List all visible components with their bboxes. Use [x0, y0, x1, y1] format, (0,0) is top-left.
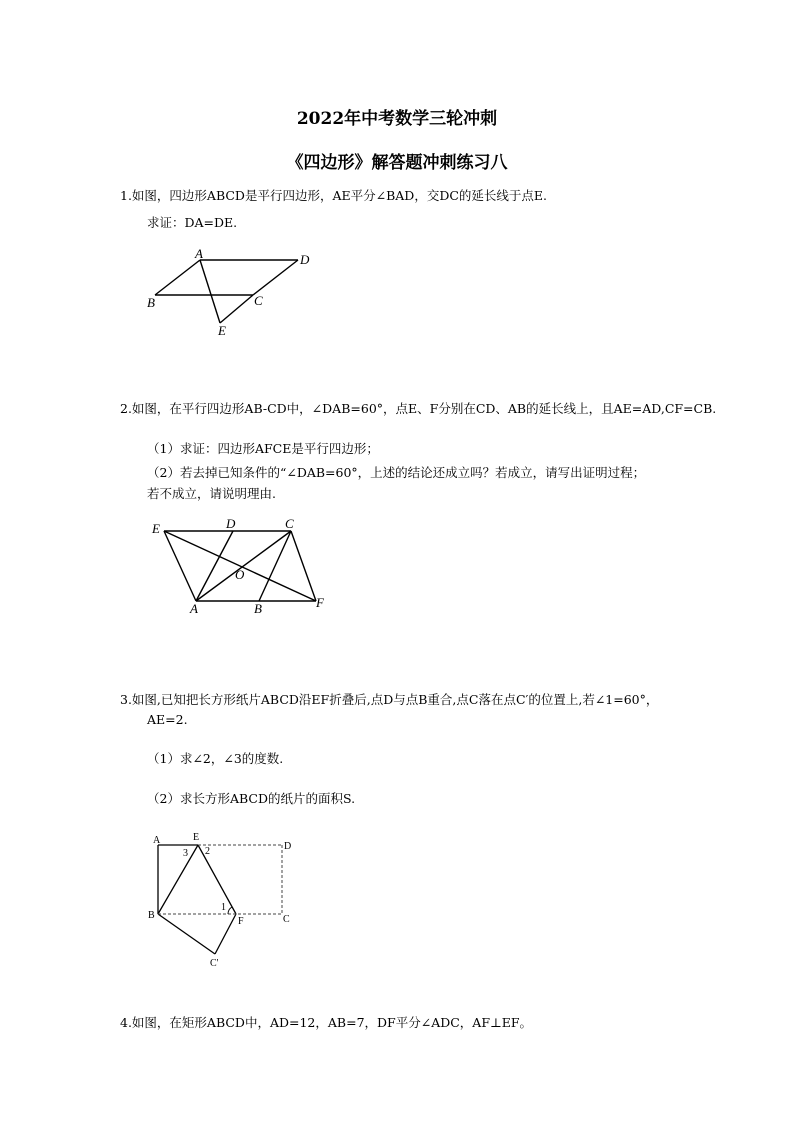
q3-part2: （2）求长方形ABCD的纸片的面积S. [147, 791, 356, 806]
q1-label-A: A [195, 246, 203, 261]
q3-label-C-prime: C' [210, 958, 219, 969]
q2-label-A: A [190, 601, 198, 616]
q2-part1: （1）求证：四边形AFCE是平行四边形； [147, 441, 379, 456]
q2-label-O: O [235, 567, 245, 582]
q1-statement: 1.如图，四边形ABCD是平行四边形，AE平分∠BAD，交DC的延长线于点E. [120, 188, 548, 203]
q1-label-E: E [218, 323, 226, 338]
q1-prove: 求证：DA=DE. [147, 215, 238, 230]
q2-part2-continued: 若不成立，请说明理由. [147, 486, 276, 501]
q2-label-F: F [316, 595, 324, 610]
q3-part1: （1）求∠2，∠3的度数. [147, 751, 284, 766]
q2-label-C: C [285, 516, 294, 531]
q2-parallelogram-figure [148, 514, 338, 618]
q3-label-C: C [283, 914, 290, 925]
q3-label-F: F [238, 916, 244, 927]
q1-label-B: B [147, 295, 155, 310]
q2-label-B: B [254, 601, 262, 616]
q3-label-D: D [284, 841, 292, 852]
document-subtitle: 《四边形》解答题冲刺练习八 [286, 153, 508, 173]
q3-statement: 3.如图,已知把长方形纸片ABCD沿EF折叠后,点D与点B重合,点C落在点C′的位置上,若∠1=60°， [120, 692, 659, 707]
q3-angle-3: 3 [183, 848, 188, 859]
q2-statement: 2.如图，在平行四边形AB-CD中，∠DAB=60°，点E、F分别在CD、AB的延长线上，且AE=AD,CF=CB. [120, 401, 717, 416]
q2-label-D: D [226, 516, 236, 531]
q3-label-E: E [193, 832, 200, 843]
q2-label-E: E [152, 521, 160, 536]
q4-statement: 4.如图，在矩形ABCD中，AD=12，AB=7，DF平分∠ADC，AF⊥EF。 [120, 1015, 533, 1030]
q3-label-B: B [148, 910, 155, 921]
q3-statement-continued: AE=2. [147, 712, 188, 727]
q3-label-A: A [153, 835, 161, 846]
q1-label-C: C [254, 293, 263, 308]
q3-angle-2: 2 [205, 846, 210, 857]
q3-folded-rectangle-figure [144, 826, 304, 974]
q1-parallelogram-figure [140, 243, 330, 343]
q3-angle-1: 1 [221, 902, 226, 913]
q2-part2: （2）若去掉已知条件的“∠DAB=60°，上述的结论还成立吗？若成立，请写出证明过程； [147, 465, 646, 480]
q1-label-D: D [300, 252, 310, 267]
document-title: 2022年中考数学三轮冲刺 [296, 109, 498, 129]
